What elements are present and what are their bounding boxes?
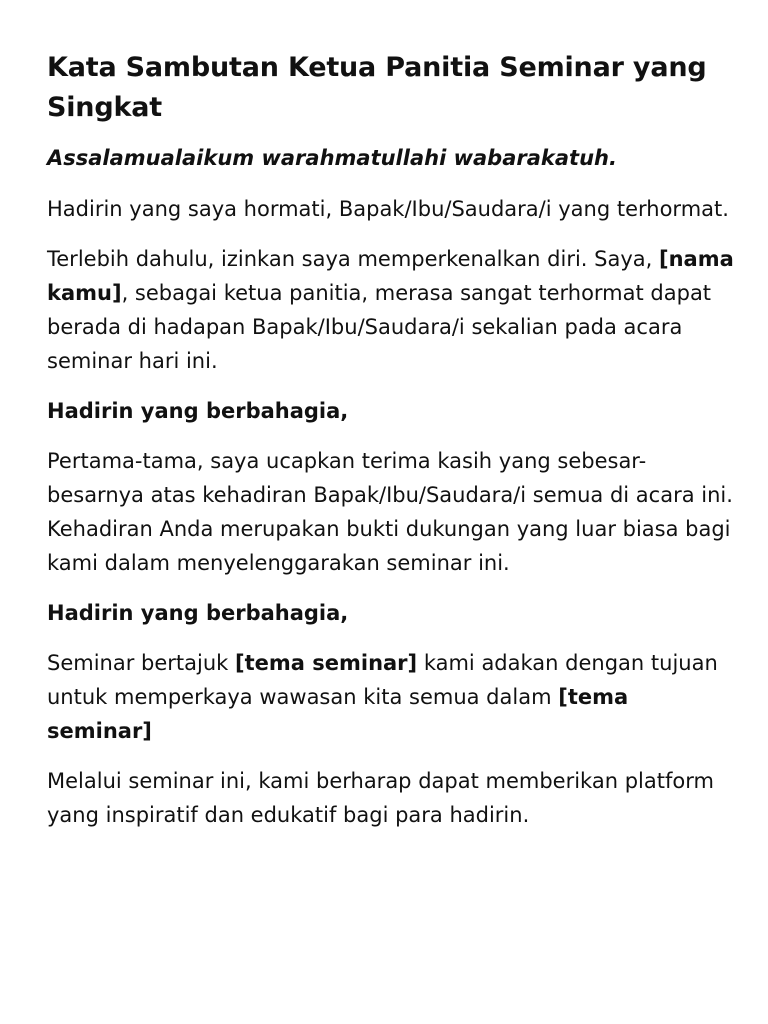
paragraph-4 xyxy=(47,646,737,748)
paragraph-4-text-before: Seminar bertajuk xyxy=(47,651,235,675)
paragraph-1: Hadirin yang saya hormati, Bapak/Ibu/Saudara/i yang terhormat. xyxy=(47,197,729,221)
greeting: Assalamualaikum warahmatullahi wabarakatuh. xyxy=(47,146,617,170)
placeholder-tema-1: [tema seminar] xyxy=(235,651,418,675)
placeholder-nama: [nama kamu] xyxy=(47,247,734,305)
document-title: Kata Sambutan Ketua Panitia Seminar yang Singkat xyxy=(47,52,707,123)
document-page xyxy=(47,48,737,848)
paragraph-3: Pertama-tama, saya ucapkan terima kasih yang sebesar-besarnya atas kehadiran Bapak/Ibu/Saudara/i semua di acara ini. Kehadiran Anda merupakan bukti dukungan yang luar biasa bagi kami dalam menyelenggarakan seminar ini. xyxy=(47,449,733,575)
placeholder-tema-2: [tema seminar] xyxy=(47,685,629,743)
paragraph-2-text-before: Terlebih dahulu, izinkan saya memperkenalkan diri. Saya, xyxy=(47,247,659,271)
paragraph-2-text-after: , sebagai ketua panitia, merasa sangat terhormat dapat berada di hadapan Bapak/Ibu/Saudara/i sekalian pada acara seminar hari ini. xyxy=(47,281,712,373)
subheading-2: Hadirin yang berbahagia, xyxy=(47,601,349,625)
paragraph-4-text-middle: kami adakan dengan tujuan untuk memperkaya wawasan kita semua dalam xyxy=(47,651,718,709)
paragraph-5: Melalui seminar ini, kami berharap dapat memberikan platform yang inspiratif dan edukatif bagi para hadirin. xyxy=(47,769,714,827)
subheading-1: Hadirin yang berbahagia, xyxy=(47,399,349,423)
paragraph-2 xyxy=(47,242,737,378)
